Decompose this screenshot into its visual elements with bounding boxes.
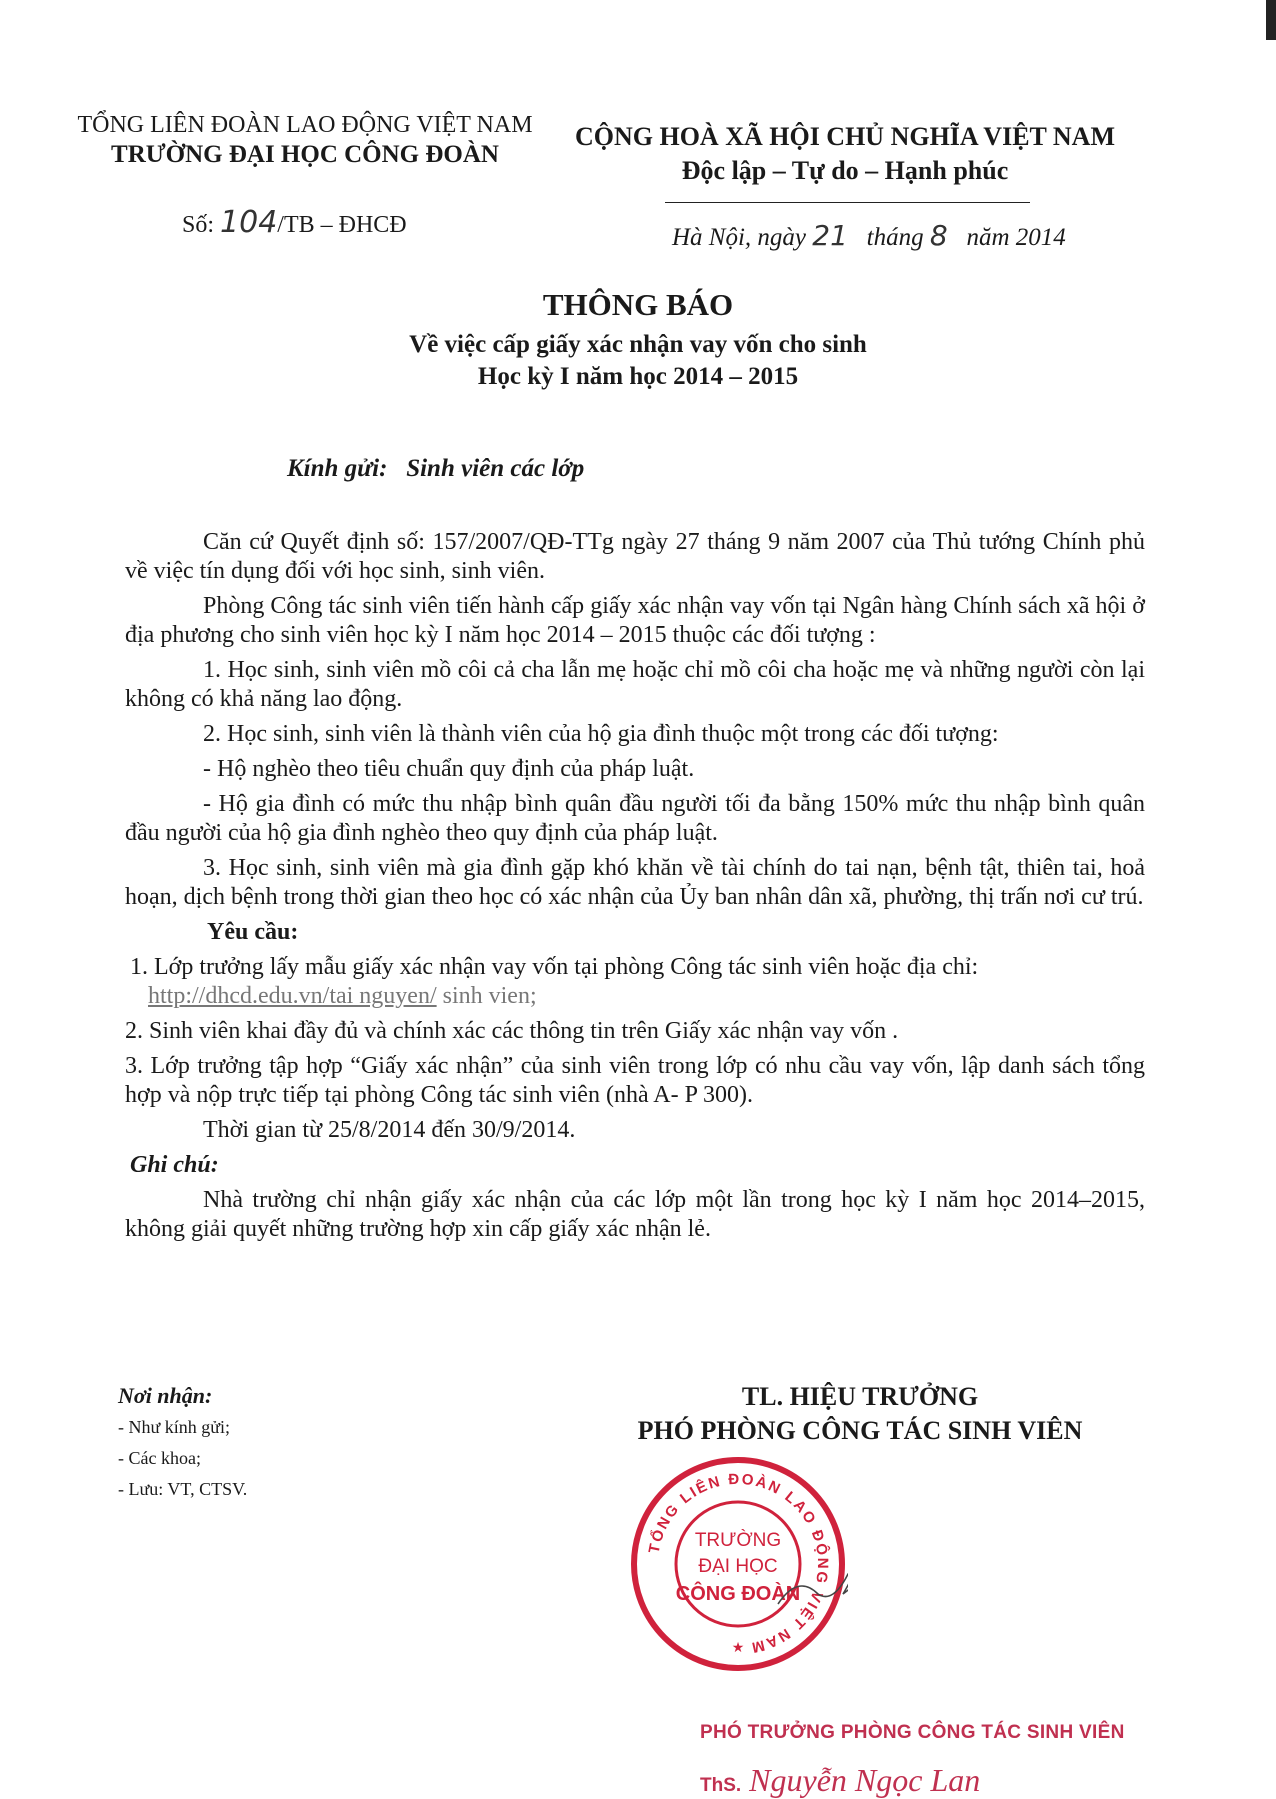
- motto: Độc lập – Tự do – Hạnh phúc: [681, 156, 1009, 185]
- signature-block: [600, 1380, 1120, 1448]
- school-name: TRƯỜNG ĐẠI HỌC CÔNG ĐOÀN: [111, 141, 499, 168]
- scan-shadow: [1266, 0, 1276, 40]
- criteria-3: 3. Học sinh, sinh viên mà gia đình gặp khó khăn về tài chính do tai nạn, bệnh tật, thiên tai, hoả hoạn, dịch bệnh trong thời gian theo học có xác nhận của Ủy ban nhân dân xã, phường, thị trấn nơi cư trú.: [125, 855, 1145, 910]
- document-title: THÔNG BÁO: [542, 287, 734, 322]
- seal-text-2: ĐẠI HỌC: [698, 1556, 778, 1577]
- deadline: Thời gian từ 25/8/2014 đến 30/9/2014.: [203, 1117, 576, 1143]
- distribution-item: - Các khoa;: [118, 1448, 201, 1468]
- distribution-heading: Nơi nhận:: [118, 1383, 213, 1408]
- distribution-item: - Lưu: VT, CTSV.: [118, 1479, 248, 1499]
- seal-ring-text: TỔNG LIÊN ĐOÀN LAO ĐỘNG VIỆT NAM: [645, 1470, 832, 1657]
- signature-authority: TL. HIỆU TRƯỞNG: [741, 1382, 979, 1411]
- note-heading: Ghi chú:: [130, 1152, 219, 1178]
- requirement-2: 2. Sinh viên khai đầy đủ và chính xác các thông tin trên Giấy xác nhận vay vốn .: [125, 1018, 899, 1044]
- document-subtitle: Về việc cấp giấy xác nhận vay vốn cho sinh: [409, 331, 867, 358]
- requirements-heading: Yêu cầu:: [207, 919, 299, 945]
- download-link[interactable]: http://dhcd.edu.vn/tai nguyen/: [148, 983, 437, 1009]
- issuer-block: [60, 112, 550, 169]
- document-number: Số: 104/TB – ĐHCĐ: [182, 205, 407, 240]
- signer-name: ThS. Nguyễn Ngọc Lan: [700, 1762, 981, 1798]
- issue-date: Hà Nội, ngày 21 tháng 8 năm 2014: [672, 219, 1066, 252]
- criteria-2b: - Hộ gia đình có mức thu nhập bình quân đầu người tối đa bằng 150% mức thu nhập bình quân đầu người của hộ gia đình nghèo theo quy định của pháp luật.: [125, 791, 1145, 846]
- criteria-2: 2. Học sinh, sinh viên là thành viên của hộ gia đình thuộc một trong các đối tượng:: [203, 721, 999, 747]
- paragraph-intro: Phòng Công tác sinh viên tiến hành cấp giấy xác nhận vay vốn tại Ngân hàng Chính sách xã hội ở địa phương cho sinh viên học kỳ I năm học 2014 – 2015 thuộc các đối tượng :: [125, 593, 1145, 648]
- republic-name: CỘNG HOÀ XÃ HỘI CHỦ NGHĨA VIỆT NAM: [574, 122, 1116, 151]
- motto-underline: [665, 202, 1030, 203]
- parent-org: TỔNG LIÊN ĐOÀN LAO ĐỘNG VIỆT NAM: [77, 112, 533, 138]
- note-text: Nhà trường chỉ nhận giấy xác nhận của các lớp một lần trong học kỳ I năm học 2014–2015, không giải quyết những trường hợp xin cấp giấy xác nhận lẻ.: [125, 1187, 1145, 1242]
- distribution-list: [118, 1383, 247, 1510]
- criteria-2a: - Hộ nghèo theo tiêu chuẩn quy định của pháp luật.: [203, 756, 695, 782]
- page-edge: [1242, 0, 1276, 1754]
- criteria-1: 1. Học sinh, sinh viên mồ côi cả cha lẫn mẹ hoặc chỉ mồ côi cha hoặc mẹ và những người còn lại không có khả năng lao động.: [125, 657, 1145, 712]
- svg-text:★: ★: [731, 1641, 745, 1656]
- requirement-1: 1. Lớp trưởng lấy mẫu giấy xác nhận vay vốn tại phòng Công tác sinh viên hoặc địa chỉ: http://dhcd.edu.vn/tai nguyen/ sinh vien;: [130, 954, 979, 1009]
- paragraph-legal-basis: Căn cứ Quyết định số: 157/2007/QĐ-TTg ngày 27 tháng 9 năm 2007 của Thủ tướng Chính phủ về việc tín dụng đối với học sinh, sinh viên.: [125, 529, 1145, 584]
- requirement-3: 3. Lớp trưởng tập hợp “Giấy xác nhận” của sinh viên trong lớp có nhu cầu vay vốn, lập danh sách tổng hợp và nộp trực tiếp tại phòng Công tác sinh viên (nhà A- P 300).: [125, 1053, 1145, 1108]
- distribution-item: - Như kính gửi;: [118, 1417, 231, 1437]
- seal-text-1: TRƯỜNG: [694, 1530, 782, 1551]
- handwritten-day: 21: [812, 219, 848, 252]
- official-seal-icon: [628, 1454, 848, 1674]
- handwritten-month: 8: [929, 219, 948, 252]
- seal-text-3: CÔNG ĐOÀN: [675, 1583, 801, 1605]
- addressee: Kính gửi: Sinh viên các lớp: [287, 455, 585, 482]
- handwritten-number: 104: [220, 205, 278, 240]
- document-body: [125, 528, 1145, 1250]
- document-term: Học kỳ I năm học 2014 – 2015: [477, 363, 799, 390]
- national-title: [565, 122, 1125, 186]
- signer-title: PHÓ TRƯỞNG PHÒNG CÔNG TÁC SINH VIÊN: [700, 1722, 1125, 1743]
- signature-position: PHÓ PHÒNG CÔNG TÁC SINH VIÊN: [637, 1416, 1083, 1445]
